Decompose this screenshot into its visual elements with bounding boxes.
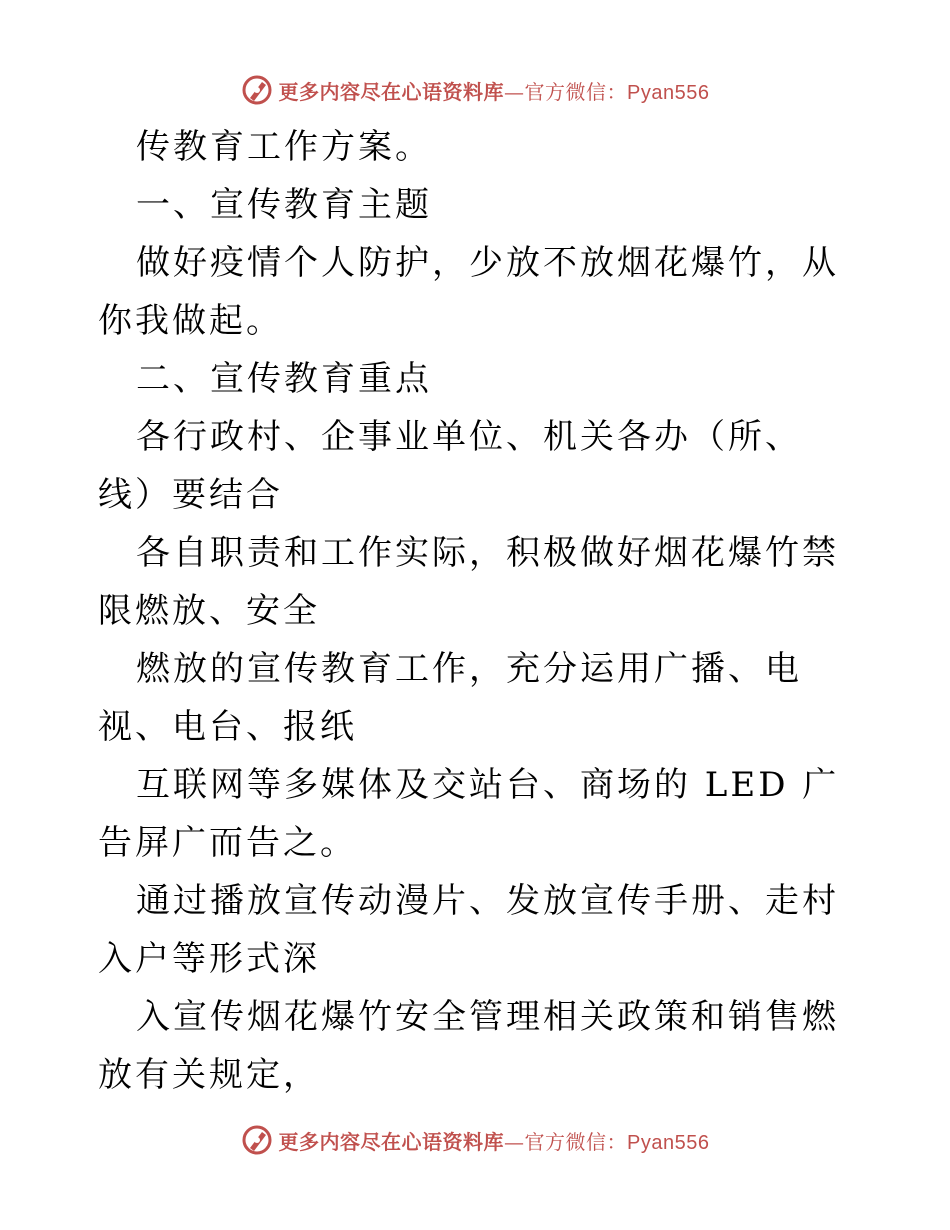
paragraph: 燃放的宣传教育工作，充分运用广播、电视、电台、报纸 [98,649,802,747]
banner-text: 更多内容尽在心语资料库—官方微信：Pyan556 [278,1129,710,1154]
paragraph: 各自职责和工作实际，积极做好烟花爆竹禁限燃放、安全 [98,533,839,631]
header-banner [0,70,950,110]
pen-logo-icon [241,1124,273,1156]
body-text [98,118,858,1104]
section-heading: 二、宣传教育重点 [136,359,432,399]
paragraph: 通过播放宣传动漫片、发放宣传手册、走村入户等形式深 [98,881,839,979]
paragraph: 传教育工作方案。 [136,127,432,167]
pen-logo-icon [241,74,273,106]
paragraph: 各行政村、企事业单位、机关各办（所、线）要结合 [98,417,802,515]
banner-text: 更多内容尽在心语资料库—官方微信：Pyan556 [278,79,710,104]
footer-banner [0,1120,950,1160]
paragraph: 互联网等多媒体及交站台、商场的 LED 广告屏广而告之。 [98,765,840,863]
section-heading: 一、宣传教育主题 [136,185,432,225]
paragraph: 入宣传烟花爆竹安全管理相关政策和销售燃放有关规定， [98,997,839,1095]
paragraph: 做好疫情个人防护，少放不放烟花爆竹，从你我做起。 [98,243,839,341]
